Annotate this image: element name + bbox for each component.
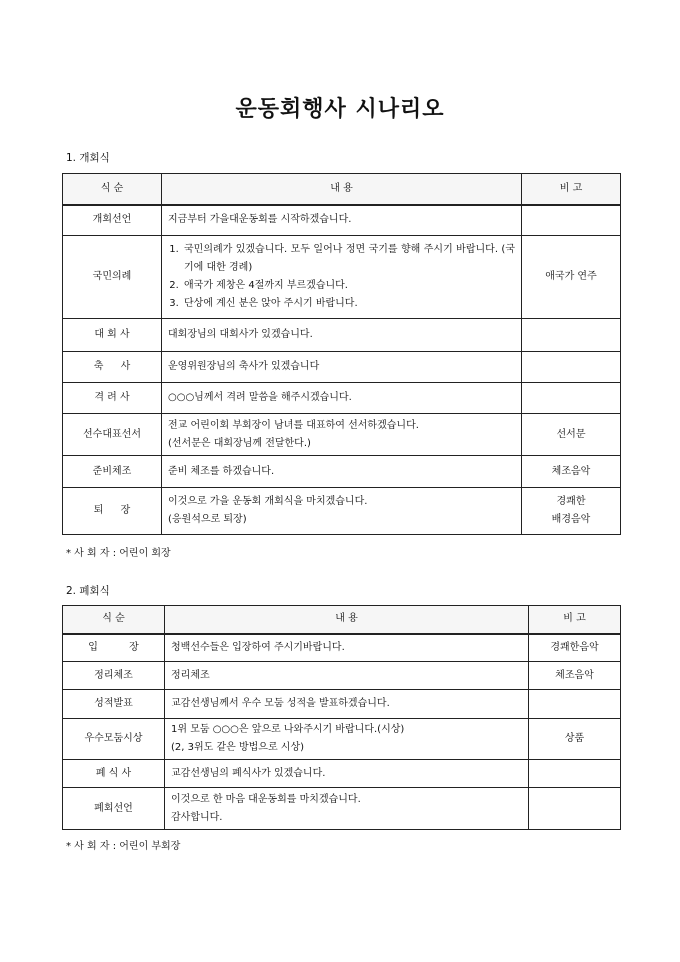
table-row (63, 719, 621, 760)
row-note: 경쾌한 배경음악 (522, 488, 621, 535)
table-row (63, 690, 621, 719)
row-content: 이것으로 가을 운동회 개회식을 마치겠습니다. (응원석으로 퇴장) (162, 488, 522, 535)
header-note: 비 고 (522, 174, 621, 205)
row-content: 준비 체조를 하겠습니다. (162, 456, 522, 488)
row-order: 준비체조 (63, 456, 162, 488)
closing-host-note: * 사 회 자 : 어린이 부회장 (66, 841, 181, 852)
table-row (63, 319, 621, 352)
section-heading-closing: 2. 폐회식 (66, 585, 110, 597)
row-note (529, 690, 621, 719)
row-order: 대 회 사 (63, 319, 162, 352)
table-row (63, 414, 621, 456)
row-note (522, 319, 621, 352)
opening-ceremony-table (62, 173, 621, 535)
table-row (63, 788, 621, 830)
list-item: 2. 애국가 제창은 4절까지 부르겠습니다. (182, 277, 515, 295)
table-row (63, 634, 621, 662)
row-order: 입 장 (63, 634, 165, 662)
table-header-row (63, 606, 621, 634)
table-row (63, 456, 621, 488)
header-note: 비 고 (529, 606, 621, 634)
row-content: 지금부터 가을대운동회를 시작하겠습니다. (162, 205, 522, 236)
row-order: 퇴 장 (63, 488, 162, 535)
row-order: 선수대표선서 (63, 414, 162, 456)
opening-host-note: * 사 회 자 : 어린이 회장 (66, 548, 171, 559)
header-order: 식 순 (63, 606, 165, 634)
row-order: 성적발표 (63, 690, 165, 719)
row-content: 정리체조 (165, 662, 529, 690)
row-content: 1위 모둠 ○○○은 앞으로 나와주시기 바랍니다.(시상) (2, 3위도 같은 방법으로 시상) (165, 719, 529, 760)
row-content: 교감선생님의 폐식사가 있겠습니다. (165, 760, 529, 788)
row-note: 체조음악 (529, 662, 621, 690)
page-title: 운동회행사 시나리오 (235, 97, 445, 122)
row-order: 폐 식 사 (63, 760, 165, 788)
row-content: ○○○님께서 격려 말씀을 해주시겠습니다. (162, 383, 522, 414)
row-order: 축 사 (63, 352, 162, 383)
table-row (63, 352, 621, 383)
row-content: 청백선수들은 입장하여 주시기바랍니다. (165, 634, 529, 662)
row-content (162, 236, 522, 319)
row-order: 국민의례 (63, 236, 162, 319)
table-row (63, 383, 621, 414)
list-item: 1. 국민의례가 있겠습니다. 모두 일어나 정면 국기를 향해 주시기 바랍니다. (국기에 대한 경례) (182, 241, 515, 277)
row-note: 체조음악 (522, 456, 621, 488)
numbered-list (168, 241, 515, 313)
row-note (529, 760, 621, 788)
row-note (522, 352, 621, 383)
row-content: 이것으로 한 마음 대운동회를 마치겠습니다. 감사합니다. (165, 788, 529, 830)
row-order: 정리체조 (63, 662, 165, 690)
row-content: 대회장님의 대회사가 있겠습니다. (162, 319, 522, 352)
row-order: 우수모둠시상 (63, 719, 165, 760)
row-note: 상품 (529, 719, 621, 760)
section-heading-opening: 1. 개회식 (66, 152, 110, 164)
closing-ceremony-table (62, 605, 621, 830)
table-header-row (63, 174, 621, 205)
row-order: 격 려 사 (63, 383, 162, 414)
table-row (63, 488, 621, 535)
table-row (63, 662, 621, 690)
row-order: 개회선언 (63, 205, 162, 236)
table-row (63, 760, 621, 788)
row-note (529, 788, 621, 830)
header-content: 내 용 (165, 606, 529, 634)
row-note (522, 383, 621, 414)
row-note (522, 205, 621, 236)
row-content: 운영위원장님의 축사가 있겠습니다 (162, 352, 522, 383)
row-content: 교감선생님께서 우수 모둠 성적을 발표하겠습니다. (165, 690, 529, 719)
table-row (63, 205, 621, 236)
row-note: 애국가 연주 (522, 236, 621, 319)
header-order: 식 순 (63, 174, 162, 205)
table-row (63, 236, 621, 319)
header-content: 내 용 (162, 174, 522, 205)
list-item: 3. 단상에 계신 분은 앉아 주시기 바랍니다. (182, 295, 515, 313)
row-order: 폐회선언 (63, 788, 165, 830)
row-content: 전교 어린이회 부회장이 남녀를 대표하여 선서하겠습니다. (선서문은 대회장님께 전달한다.) (162, 414, 522, 456)
row-note: 경쾌한음악 (529, 634, 621, 662)
row-note: 선서문 (522, 414, 621, 456)
